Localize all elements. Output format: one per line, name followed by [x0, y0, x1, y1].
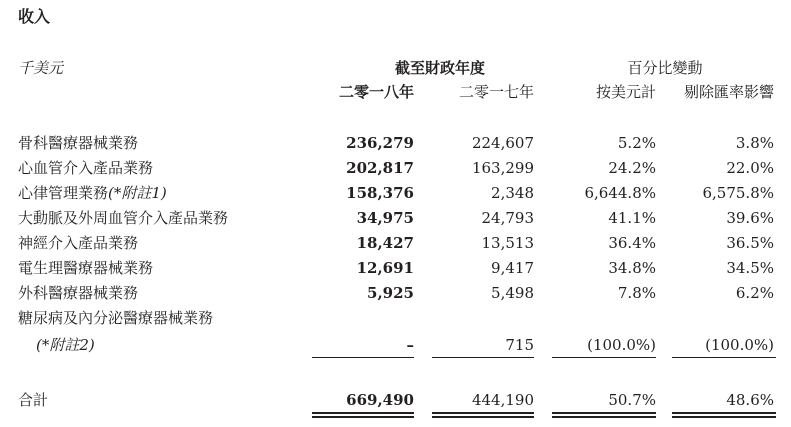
row-label: 電生理醫療器械業務: [18, 259, 154, 277]
cell-2018: 18,427: [356, 234, 414, 252]
row-label: 心血管介入產品業務: [18, 159, 154, 177]
cell-fx-change: 39.6%: [726, 209, 774, 227]
total-double-rule: [432, 416, 534, 418]
total-double-rule: [312, 412, 414, 414]
row-label: 骨科醫療器械業務: [18, 134, 139, 152]
cell-fx-change: 6,575.8%: [702, 184, 774, 202]
row-label: 糖尿病及內分泌醫療器械業務: [18, 309, 214, 327]
total-2018: 669,490: [346, 391, 414, 409]
col-2017-header: 二零一七年: [458, 83, 534, 101]
row-label: 神經介入產品業務: [18, 234, 139, 252]
total-double-rule: [312, 416, 414, 418]
total-fx-change: 48.6%: [726, 391, 774, 409]
cell-fx-change: 3.8%: [735, 134, 774, 152]
col-2018-header: 二零一八年: [338, 83, 414, 101]
period-group-header: 截至財政年度: [394, 59, 485, 77]
cell-usd-change: 24.2%: [608, 159, 656, 177]
row-note: (*附註1): [108, 184, 167, 202]
total-2017: 444,190: [471, 391, 534, 409]
cell-fx-change: 6.2%: [735, 284, 774, 302]
unit-label: 千美元: [18, 59, 64, 77]
cell-2017: 224,607: [471, 134, 534, 152]
row-label: 大動脈及外周血管介入產品業務: [18, 209, 229, 227]
total-label: 合計: [18, 391, 49, 409]
subtotal-rule: [432, 357, 534, 358]
subtotal-rule: [312, 357, 414, 358]
total-double-rule: [432, 412, 534, 414]
cell-2017: 13,513: [481, 234, 534, 252]
cell-2017: 24,793: [481, 209, 534, 227]
total-double-rule: [672, 416, 776, 418]
cell-usd-change: 36.4%: [608, 234, 656, 252]
cell-2018: 158,376: [346, 184, 414, 202]
cell-usd-change: (100.0%): [587, 336, 656, 354]
cell-2018: 12,691: [356, 259, 414, 277]
cell-fx-change: (100.0%): [705, 336, 774, 354]
cell-2017: 5,498: [491, 284, 534, 302]
row-note: (*附註2): [36, 336, 95, 354]
cell-2017: 2,348: [491, 184, 534, 202]
row-label: 外科醫療器械業務: [18, 284, 139, 302]
change-group-header: 百分比變動: [627, 59, 703, 77]
cell-2018: 236,279: [346, 134, 414, 152]
cell-2017: 715: [505, 336, 534, 354]
row-label: 心律管理業務: [18, 184, 109, 202]
cell-usd-change: 34.8%: [608, 259, 656, 277]
cell-2018: 5,925: [367, 284, 414, 302]
subtotal-rule: [672, 357, 776, 358]
cell-fx-change: 36.5%: [726, 234, 774, 252]
cell-fx-change: 22.0%: [726, 159, 774, 177]
col-usd-header: 按美元計: [595, 83, 656, 101]
cell-fx-change: 34.5%: [726, 259, 774, 277]
cell-2017: 163,299: [471, 159, 534, 177]
cell-usd-change: 6,644.8%: [584, 184, 656, 202]
cell-usd-change: 41.1%: [608, 209, 656, 227]
cell-usd-change: 5.2%: [617, 134, 656, 152]
total-double-rule: [552, 412, 656, 414]
total-double-rule: [552, 416, 656, 418]
subtotal-rule: [552, 357, 656, 358]
cell-2018: 34,975: [356, 209, 414, 227]
cell-2018: –: [406, 336, 414, 354]
total-usd-change: 50.7%: [608, 391, 656, 409]
total-double-rule: [672, 412, 776, 414]
cell-usd-change: 7.8%: [617, 284, 656, 302]
section-title: 收入: [18, 7, 51, 26]
cell-2018: 202,817: [346, 159, 414, 177]
cell-2017: 9,417: [491, 259, 534, 277]
col-fx-header: 剔除匯率影響: [683, 83, 774, 101]
